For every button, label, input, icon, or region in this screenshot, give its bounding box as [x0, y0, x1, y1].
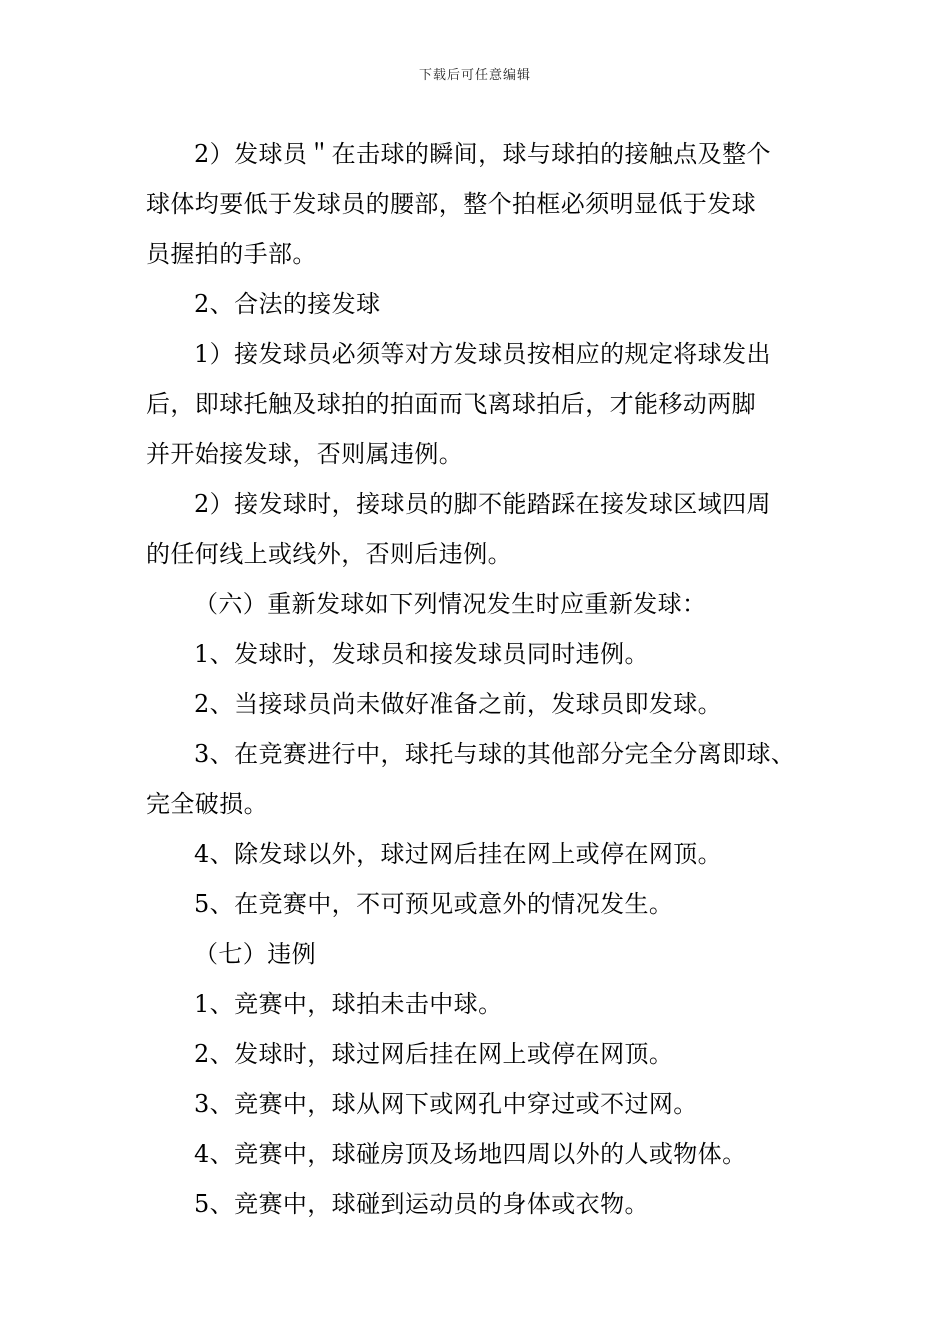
page-header: 下载后可任意编辑: [418, 68, 531, 83]
list-item: 4、竞赛中，球碰房顶及场地四周以外的人或物体。: [194, 1140, 747, 1168]
paragraph-line: 并开始接发球，否则属违例。: [146, 440, 464, 468]
paragraph-line: 2）接发球时，接球员的脚不能踏踩在接发球区域四周: [194, 490, 771, 518]
list-item: 2、发球时，球过网后挂在网上或停在网顶。: [194, 1040, 674, 1068]
document-body: [146, 129, 836, 1229]
list-item: 3、在竞赛进行中，球托与球的其他部分完全分离即球、: [194, 740, 796, 768]
list-item: 4、除发球以外，球过网后挂在网上或停在网顶。: [194, 840, 723, 868]
list-item: 1、竞赛中，球拍未击中球。: [194, 990, 503, 1018]
list-item: 5、在竞赛中，不可预见或意外的情况发生。: [194, 890, 674, 918]
list-item-continuation: 完全破损。: [146, 790, 268, 818]
list-item: 3、竞赛中，球从网下或网孔中穿过或不过网。: [194, 1090, 698, 1118]
paragraph-line: 的任何线上或线外，否则后违例。: [146, 540, 512, 568]
paragraph-line: 1）接发球员必须等对方发球员按相应的规定将球发出: [194, 340, 771, 368]
section-heading: （六）重新发球如下列情况发生时应重新发球：: [194, 590, 707, 618]
list-item: 1、发球时，发球员和接发球员同时违例。: [194, 640, 649, 668]
section-heading: 2、合法的接发球: [194, 290, 381, 318]
list-item: 5、竞赛中，球碰到运动员的身体或衣物。: [194, 1190, 649, 1218]
section-heading: （七）违例: [194, 940, 316, 968]
list-item: 2、当接球员尚未做好准备之前，发球员即发球。: [194, 690, 723, 718]
paragraph-line: 后，即球托触及球拍的拍面而飞离球拍后，才能移动两脚: [146, 390, 756, 418]
paragraph-line: 员握拍的手部。: [146, 240, 317, 268]
paragraph-line: 2）发球员＂在击球的瞬间，球与球拍的接触点及整个: [194, 140, 771, 168]
paragraph-line: 球体均要低于发球员的腰部，整个拍框必须明显低于发球: [146, 190, 756, 218]
